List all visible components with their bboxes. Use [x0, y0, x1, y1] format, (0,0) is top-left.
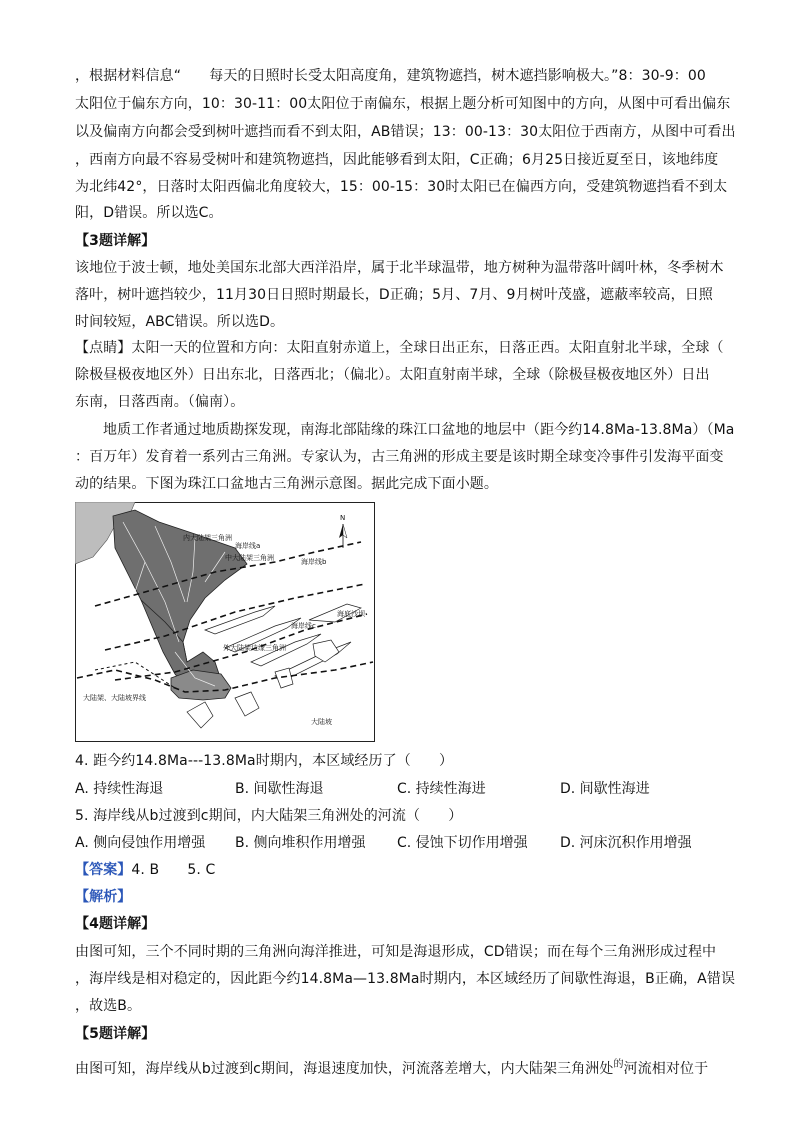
text-line: 落叶，树叶遮挡较少，11月30日日照时期最长，D正确；5月、7月、9月树叶茂盛，遮蔽率较高，日照 — [75, 287, 713, 303]
tip-line: 【点睛】太阳一天的位置和方向：太阳直射赤道上，全球日出正东，日落正西。太阳直射北半球，全球（ — [75, 340, 724, 356]
section-5-heading: 【5题详解】 — [75, 1026, 156, 1042]
answer-label: 【答案】 — [75, 862, 132, 878]
text-line: 为北纬42°，日落时太阳西偏北角度较大，15：00-15：30时太阳已在偏西方向，受建筑物遮挡看不到太 — [75, 179, 728, 195]
answer-text: 4. B 5. C — [131, 862, 216, 878]
delta-map-figure — [75, 502, 375, 742]
text-line — [75, 1055, 725, 1079]
text-line: 太阳位于偏东方向，10：30-11：00太阳位于南偏东，根据上题分析可知图中的方向，从图中可看出偏东 — [75, 96, 731, 112]
figure-label: 内大陆架三角洲 — [183, 534, 232, 542]
figure-label: 外大陆架边缘三角洲 — [223, 644, 286, 652]
section-heading: 【3题详解】 — [75, 233, 156, 249]
passage-line: ：百万年）发育着一系列古三角洲。专家认为，古三角洲的形成主要是该时期全球变冷事件引发海平面变 — [75, 449, 724, 465]
q5-option-c: C. 侵蚀下切作用增强 — [397, 835, 528, 851]
figure-label: 海岸线b — [301, 558, 327, 566]
passage-line: 地质工作者通过地质勘探发现，南海北部陆缘的珠江口盆地的地层中（距今约14.8Ma-13.8Ma）（Ma — [103, 422, 735, 438]
q5-option-d: D. 河床沉积作用增强 — [560, 835, 692, 851]
q5-option-a: A. 侧向侵蚀作用增强 — [75, 835, 206, 851]
question-4-stem: 4. 距今约14.8Ma---13.8Ma时期内，本区域经历了（ ） — [75, 753, 454, 769]
answer-line — [75, 860, 725, 880]
raised-char: 的 — [613, 1059, 624, 1070]
figure-label: 海岸线c — [291, 622, 316, 630]
text-line: 由图可知，三个不同时期的三角洲向海洋推进，可知是海退形成，CD错误；而在每个三角洲形成过程中 — [75, 944, 717, 960]
figure-label: 中大陆架三角洲 — [225, 554, 274, 562]
figure-label: 海岸线a — [235, 542, 261, 550]
text-line: 除极昼极夜地区外）日出东北，日落西北；（偏北）。太阳直射南半球，全球（除极昼极夜地区外）日出 — [75, 367, 710, 383]
text-segment: 由图可知，海岸线从b过渡到c期间，海退速度加快，河流落差增大，内大陆架三角洲处 — [75, 1061, 614, 1077]
figure-label: 大陆架、大陆坡界线 — [83, 694, 146, 702]
q4-option-d: D. 间歇性海进 — [560, 781, 650, 797]
text-line: ，海岸线是相对稳定的，因此距今约14.8Ma—13.8Ma时期内，本区域经历了间歇性海退，B正确，A错误 — [75, 971, 736, 987]
analysis-heading: 【解析】 — [75, 889, 132, 905]
text-line: ，根据材料信息“ 每天的日照时长受太阳高度角，建筑物遮挡，树木遮挡影响极大。”8：30-9：00 — [75, 68, 706, 84]
text-line: ，西南方向最不容易受树叶和建筑物遮挡，因此能够看到太阳，C正确；6月25日接近夏至日，该地纬度 — [75, 152, 719, 168]
text-line: 东南，日落西南。（偏南）。 — [75, 394, 245, 410]
figure-label: 大陆坡 — [311, 718, 332, 726]
text-line: ，故选B。 — [75, 998, 142, 1014]
q4-option-c: C. 持续性海进 — [397, 781, 486, 797]
text-line: 时间较短，ABC错误。所以选D。 — [75, 314, 285, 330]
text-line: 阳，D错误。所以选C。 — [75, 205, 223, 221]
passage-line: 动的结果。下图为珠江口盆地古三角洲示意图。据此完成下面小题。 — [75, 476, 498, 492]
text-segment: 河流相对位于 — [623, 1061, 709, 1077]
text-line: 该地位于波士顿，地处美国东北部大西洋沿岸，属于北半球温带，地方树种为温带落叶阔叶林，冬季树木 — [75, 260, 724, 276]
north-label: N — [340, 514, 346, 522]
section-4-heading: 【4题详解】 — [75, 916, 156, 932]
text-line: 以及偏南方向都会受到树叶遮挡而看不到太阳，AB错误；13：00-13：30太阳位于西南方，从图中可看出 — [75, 124, 736, 140]
q4-option-b: B. 间歇性海退 — [235, 781, 324, 797]
q5-option-b: B. 侧向堆积作用增强 — [235, 835, 366, 851]
question-5-stem: 5. 海岸线从b过渡到c期间，内大陆架三角洲处的河流（ ） — [75, 808, 463, 824]
figure-label: 海底沙坝 — [337, 610, 365, 618]
q4-option-a: A. 持续性海退 — [75, 781, 164, 797]
